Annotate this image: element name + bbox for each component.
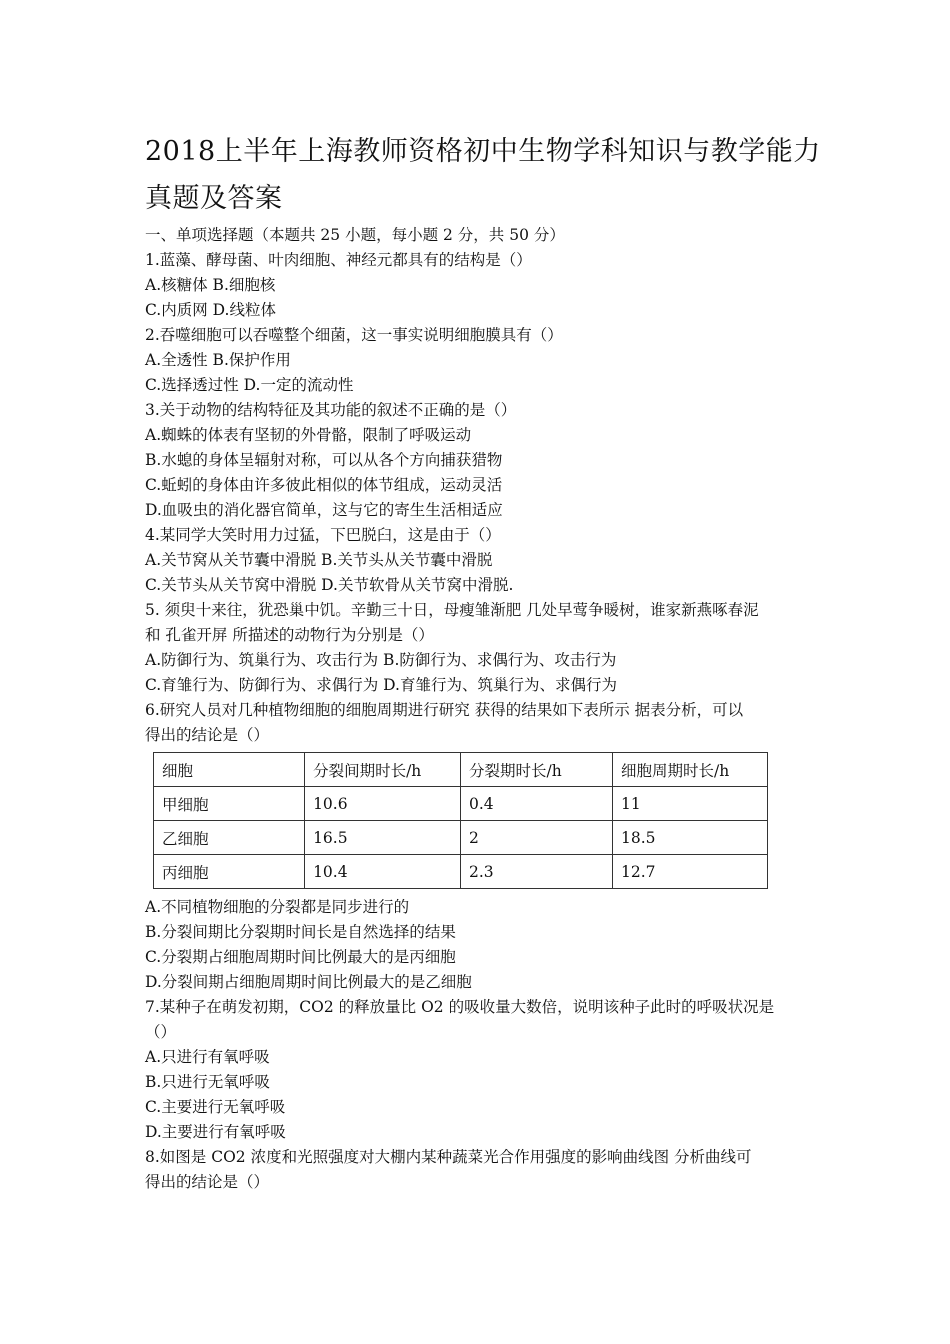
table-header-cell: 分裂间期时长/h — [305, 753, 461, 787]
text-line: A.只进行有氧呼吸 — [145, 1048, 270, 1066]
text-line: B.只进行无氧呼吸 — [145, 1073, 270, 1091]
table-row — [154, 787, 768, 821]
cell-cycle-table — [153, 752, 768, 889]
text-line: D.主要进行有氧呼吸 — [145, 1123, 286, 1141]
text-line: （） — [145, 1023, 177, 1041]
table-cell: 11 — [612, 787, 767, 821]
text-line: A.核糖体 B.细胞核 — [145, 276, 276, 294]
table-cell: 12.7 — [612, 855, 767, 889]
text-line: C.蚯蚓的身体由许多彼此相似的体节组成，运动灵活 — [145, 476, 503, 494]
table-cell: 丙细胞 — [154, 855, 305, 889]
table-header-row — [154, 753, 768, 787]
text-line: A.全透性 B.保护作用 — [145, 351, 291, 369]
table-row — [154, 855, 768, 889]
text-line: C.选择透过性 D.一定的流动性 — [145, 376, 354, 394]
table-cell: 10.4 — [305, 855, 461, 889]
text-line: C.分裂期占细胞周期时间比例最大的是丙细胞 — [145, 948, 456, 966]
text-line: 7.某种子在萌发初期，CO2 的释放量比 O2 的吸收量大数倍，说明该种子此时的呼吸状况是 — [145, 998, 775, 1016]
table-header-cell: 分裂期时长/h — [461, 753, 613, 787]
text-line: 得出的结论是（） — [145, 726, 270, 744]
questions-part-1 — [145, 223, 815, 748]
table-cell: 甲细胞 — [154, 787, 305, 821]
text-line: B.分裂间期比分裂期时间长是自然选择的结果 — [145, 923, 456, 941]
questions-part-2 — [145, 895, 815, 1195]
text-line: D.分裂间期占细胞周期时间比例最大的是乙细胞 — [145, 973, 472, 991]
text-line: 4.某同学大笑时用力过猛，下巴脱臼，这是由于（） — [145, 526, 501, 544]
text-line: 8.如图是 CO2 浓度和光照强度对大棚内某种蔬菜光合作用强度的影响曲线图 分析曲线可 — [145, 1148, 752, 1166]
document-title: 2018上半年上海教师资格初中生物学科知识与教学能力真题及答案 — [145, 136, 821, 214]
table-cell: 2.3 — [461, 855, 613, 889]
table-cell: 10.6 — [305, 787, 461, 821]
text-line: C.关节头从关节窝中滑脱 D.关节软骨从关节窝中滑脱. — [145, 576, 514, 594]
text-line: 2.吞噬细胞可以吞噬整个细菌，这一事实说明细胞膜具有（） — [145, 326, 563, 344]
table-row — [154, 821, 768, 855]
text-line: 3.关于动物的结构特征及其功能的叙述不正确的是（） — [145, 401, 517, 419]
table-cell: 乙细胞 — [154, 821, 305, 855]
text-line: D.血吸虫的消化器官简单，这与它的寄生生活相适应 — [145, 501, 503, 519]
text-line: 和 孔雀开屏 所描述的动物行为分别是（） — [145, 626, 434, 644]
text-line: C.育雏行为、防御行为、求偶行为 D.育雏行为、筑巢行为、求偶行为 — [145, 676, 617, 694]
table-cell: 18.5 — [612, 821, 767, 855]
text-line: C.主要进行无氧呼吸 — [145, 1098, 286, 1116]
text-line: 1.蓝藻、酵母菌、叶肉细胞、神经元都具有的结构是（） — [145, 251, 532, 269]
text-line: A.防御行为、筑巢行为、攻击行为 B.防御行为、求偶行为、攻击行为 — [145, 651, 617, 669]
text-line: A.不同植物细胞的分裂都是同步进行的 — [145, 898, 410, 916]
text-line: A.蜘蛛的体表有坚韧的外骨骼，限制了呼吸运动 — [145, 426, 472, 444]
text-line: 得出的结论是（） — [145, 1173, 270, 1191]
table-cell: 2 — [461, 821, 613, 855]
text-line: A.关节窝从关节囊中滑脱 B.关节头从关节囊中滑脱 — [145, 551, 493, 569]
table-header-cell: 细胞周期时长/h — [612, 753, 767, 787]
text-line: B.水螅的身体呈辐射对称，可以从各个方向捕获猎物 — [145, 451, 503, 469]
table-header-cell: 细胞 — [154, 753, 305, 787]
table-cell: 0.4 — [461, 787, 613, 821]
text-line: 5. 须臾十来往，犹恐巢中饥。辛勤三十日，母瘦雏渐肥 几处早莺争暖树，谁家新燕啄春泥 — [145, 601, 759, 619]
table-cell: 16.5 — [305, 821, 461, 855]
text-line: C.内质网 D.线粒体 — [145, 301, 276, 319]
section-heading: 一、单项选择题（本题共 25 小题，每小题 2 分，共 50 分） — [145, 226, 565, 244]
text-line: 6.研究人员对几种植物细胞的细胞周期进行研究 获得的结果如下表所示 据表分析，可以 — [145, 701, 744, 719]
